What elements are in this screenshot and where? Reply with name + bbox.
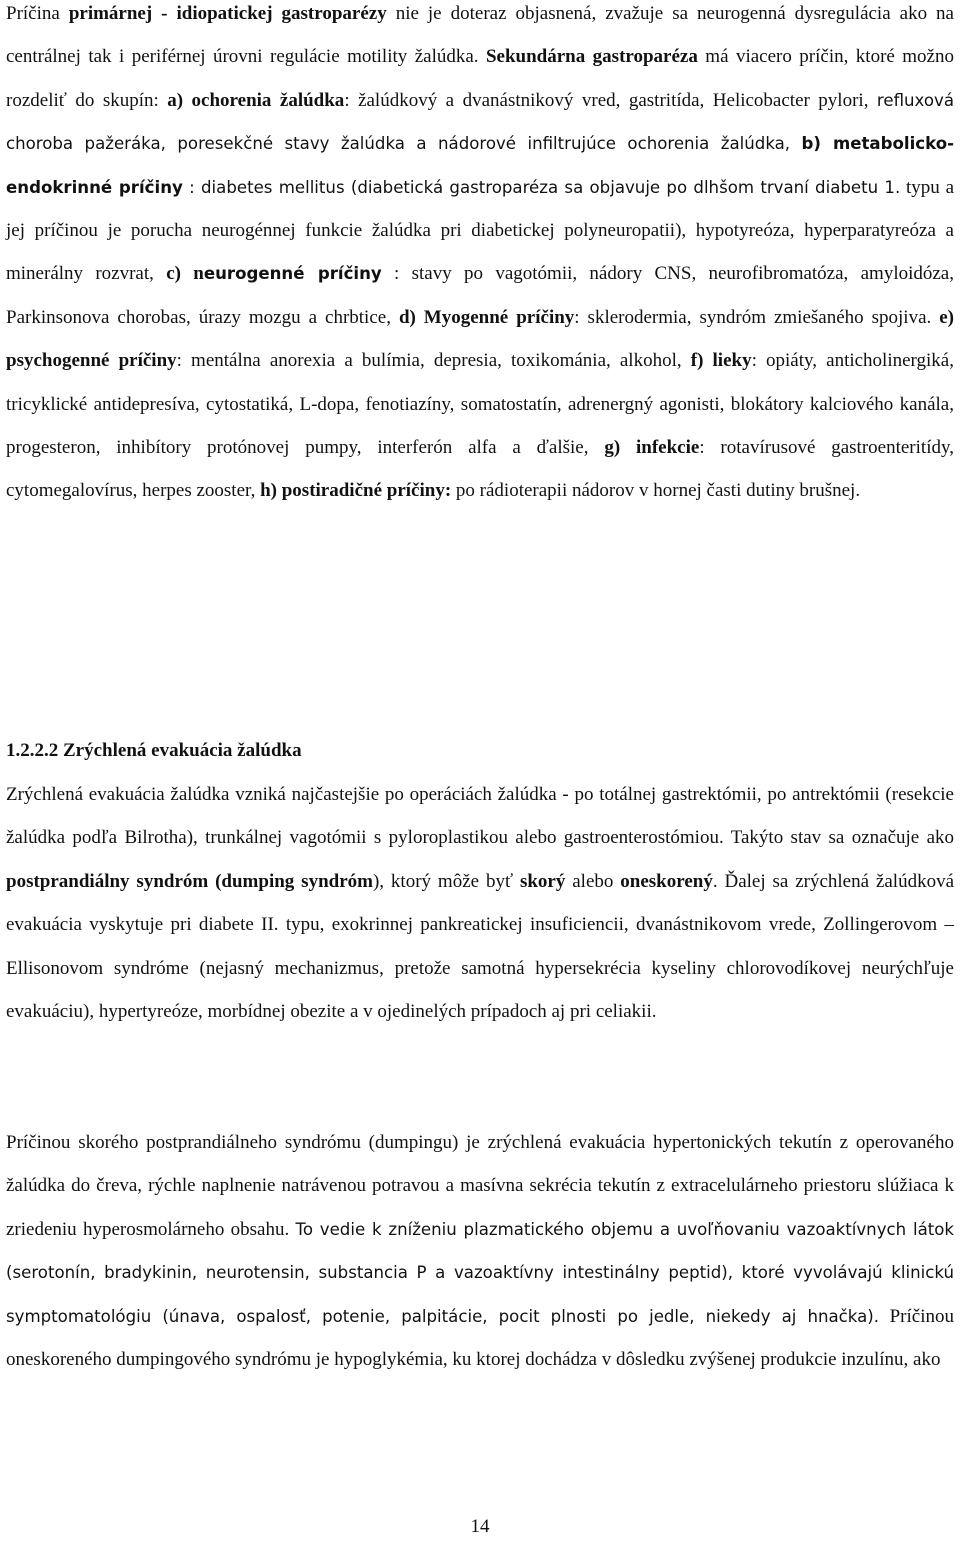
text-run: alebo bbox=[565, 870, 621, 892]
text-run: : diabetes mellitus (diabetická gastroparéza sa objavuje po dlhšom trvaní diabetu 1. bbox=[182, 177, 901, 197]
text-run: má viacero príčin, ktoré možno rozdeliť do skupín: bbox=[6, 46, 954, 111]
text-run: h) postiradičné príčiny: bbox=[260, 480, 452, 502]
text-run: : sklerodermia, syndróm zmiešaného spojiva. bbox=[574, 306, 940, 328]
text-run: postprandiálny syndróm (dumping syndróm bbox=[6, 870, 373, 892]
text-run: c) n bbox=[166, 263, 204, 285]
text-run: typu a jej príčinou je porucha neurogénnej funkcie žalúdka pri diabetickej polyneuropatii), hypotyreóza, hyperparatyreóza a minerálny rozvrat, bbox=[6, 176, 955, 285]
paragraph-causes bbox=[6, 0, 954, 513]
text-run: : mentálna anorexia a bulímia, depresia, toxikománia, alkohol, bbox=[176, 350, 691, 372]
text-run: : stavy po vagotómii, nádory CNS, neurofibromatóza, amyloidóza, Parkinsonova chorobas, úrazy mozgu a chrbtice, bbox=[6, 263, 954, 328]
paragraph-rapid-evacuation bbox=[6, 773, 954, 1033]
text-run: skorý bbox=[519, 870, 566, 892]
page-number: 14 bbox=[470, 1516, 490, 1537]
text-run: Príčina bbox=[6, 3, 69, 24]
text-run: a) ochorenia žalúdka bbox=[167, 89, 345, 111]
text-run: e) psychogenné príčiny bbox=[6, 306, 954, 372]
text-run: f) lieky bbox=[690, 350, 752, 372]
text-run: Príčinou oneskoreného dumpingového syndrómu je hypoglykémia, ku ktorej dochádza v dôsledku zvýšenej produkcie inzulínu, ako bbox=[6, 1305, 954, 1371]
text-run: . Ďalej sa zrýchlená žalúdková evakuácia vyskytuje pri diabete II. typu, exokrinnej pankreatickej insuficiencii, dvanástnikovom vrede, Zollingerovom – Ellisonovom syndróme (nejasný mechanizmus, pretože samotná hypersekrécia kyseliny chlorovodíkovej neurýchľuje evakuáciu), hypertyreóze, morbídnej obezite a v ojedinelých prípadoch aj pri celiakii. bbox=[6, 870, 955, 1023]
text-run: Zrýchlená evakuácia žalúdka vzniká najčastejšie po operáciách žalúdka - po totálnej gastrektómii, po antrektómii (resekcie žalúdka podľa Bilrotha), trunkálnej vagotómii s pyloroplastikou alebo gastroenterostómiou. Takýto stav sa označuje ako bbox=[6, 784, 954, 849]
text-run: : opiáty, anticholinergiká, tricyklické antidepresíva, cytostatiká, L-dopa, fenotiazíny, somatostatín, adrenergný agonisti, blokátory kalciového kanála, progesteron, inhibítory protónovej pumpy, interferón alfa a ďalšie, bbox=[6, 350, 954, 459]
text-run: d) Myogenné príčiny bbox=[398, 306, 575, 328]
text-run: nie je doteraz objasnená, zvažuje sa neurogenná dysregulácia ako na centrálnej tak i periférnej úrovni regulácie motility žalúdka. bbox=[6, 3, 954, 68]
text-run: po rádioterapii nádorov v hornej časti dutiny brušnej. bbox=[451, 480, 861, 502]
section-heading: 1.2.2.2 Zrýchlená evakuácia žalúdka bbox=[6, 740, 302, 761]
text-run: eurogenné príčiny bbox=[203, 264, 382, 284]
text-run: primárnej - idiopatickej gastroparézy bbox=[68, 3, 387, 24]
text-run: : rotavírusové gastroenteritídy, cytomegalovírus, herpes zooster, bbox=[6, 437, 954, 502]
text-run: b) metabolicko-endokrinné príčiny bbox=[6, 134, 954, 197]
text-run: To vedie k zníženiu plazmatického objemu a uvoľňovaniu vazoaktívnych látok (serotonín, bradykinin, neurotensin, substancia P a vazoaktívny intestinálny peptid), ktoré vyvolávajú klinickú symptomatológiu (únava, ospalosť, potenie, palpitácie, pocit plnosti po jedle, niekedy aj hnačka). bbox=[6, 1219, 955, 1326]
text-run: refluxová choroba pažeráka, poresekčné stavy žalúdka a nádorové infiltrujúce ochorenia žalúdka, bbox=[6, 90, 955, 154]
text-run: : žalúdkový a dvanástnikový vred, gastritída, Helicobacter pylori, bbox=[344, 89, 877, 111]
text-run: ), ktorý môže byť bbox=[372, 870, 520, 892]
text-run: g) infekcie bbox=[604, 437, 700, 459]
text-run: oneskorený bbox=[620, 870, 713, 892]
text-run: Príčinou skorého postprandiálneho syndrómu (dumpingu) je zrýchlená evakuácia hypertonických tekutín z operovaného žalúdka do čreva, rýchle naplnenie natrávenou potravou a masívna sekrécia tekutín z extracelulárneho priestoru slúžiaca k zriedeniu hyperosmolárneho obsahu. bbox=[6, 1132, 954, 1240]
paragraph-early-dumping bbox=[6, 1121, 954, 1381]
text-run: Sekundárna gastroparéza bbox=[485, 46, 698, 68]
